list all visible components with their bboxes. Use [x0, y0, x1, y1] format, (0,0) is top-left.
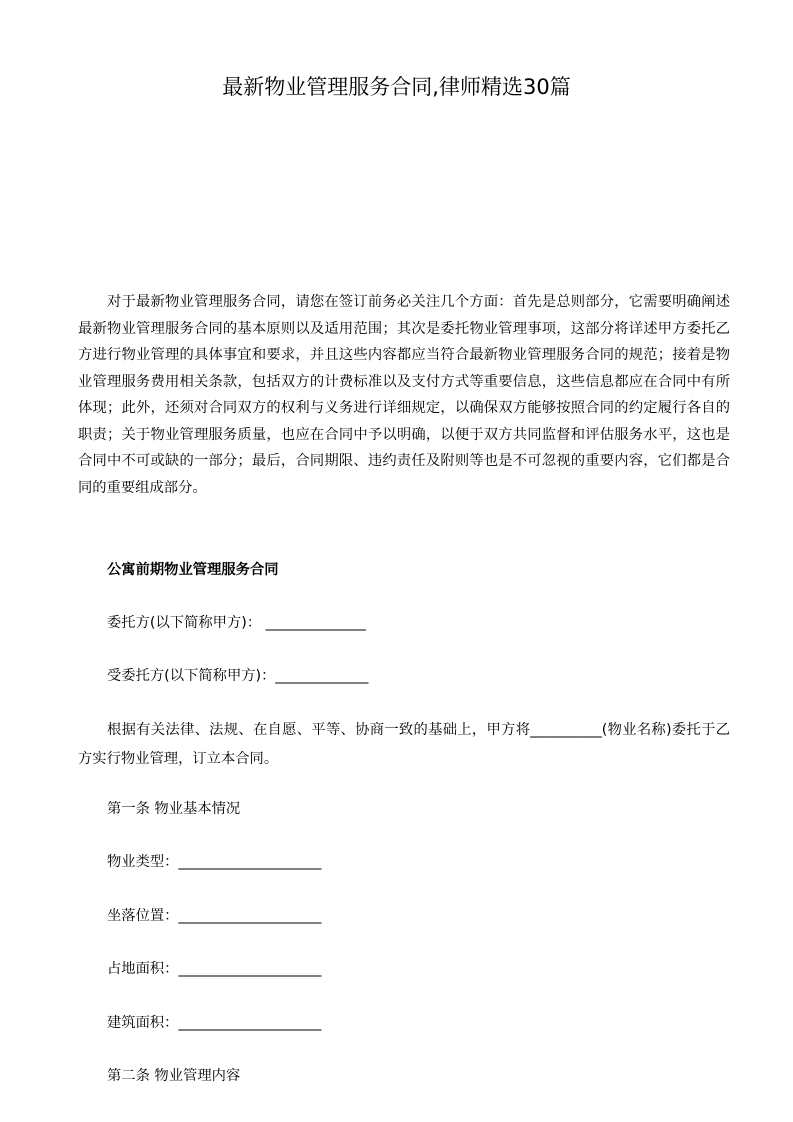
land-area-line: 占地面积：____________________ [107, 961, 322, 977]
party-b-line: 受委托方(以下简称甲方)：_____________ [107, 668, 369, 684]
contract-title: 公寓前期物业管理服务合同 [107, 562, 279, 578]
property-type-line: 物业类型：____________________ [107, 854, 322, 870]
building-area-line: 建筑面积：____________________ [107, 1015, 322, 1031]
page-title: 最新物业管理服务合同,律师精选30篇 [222, 75, 571, 99]
article2-heading: 第二条 物业管理内容 [107, 1068, 241, 1084]
intro-paragraph: 对于最新物业管理服务合同，请您在签订前务必关注几个方面：首先是总则部分，它需要明确阐述最新物业管理服务合同的基本原则以及适用范围；其次是委托物业管理事项，这部分将详述甲方委托乙方进行物业管理的具体事宜和要求，并且这些内容都应当符合最新物业管理服务合同的规范；接着是物业管理服务费用相关条款，包括双方的计费标准以及支付方式等重要信息，这些信息都应在合同中有所体现；此外，还须对合同双方的权利与义务进行详细规定，以确保双方能够按照合同的约定履行各自的职责；关于物业管理服务质量，也应在合同中予以明确，以便于双方共同监督和评估服务水平，这也是合同中不可或缺的一部分；最后，合同期限、违约责任及附则等也是不可忽视的重要内容，它们都是合同的重要组成部分。 [78, 294, 730, 496]
party-a-line: 委托方(以下简称甲方)： ______________ [107, 615, 366, 631]
article1-heading: 第一条 物业基本情况 [107, 801, 241, 817]
location-line: 坐落位置：____________________ [107, 908, 322, 924]
preamble-paragraph: 根据有关法律、法规、在自愿、平等、协商一致的基础上，甲方将__________(物业名称)委托于乙方实行物业管理，订立本合同。 [78, 722, 730, 767]
